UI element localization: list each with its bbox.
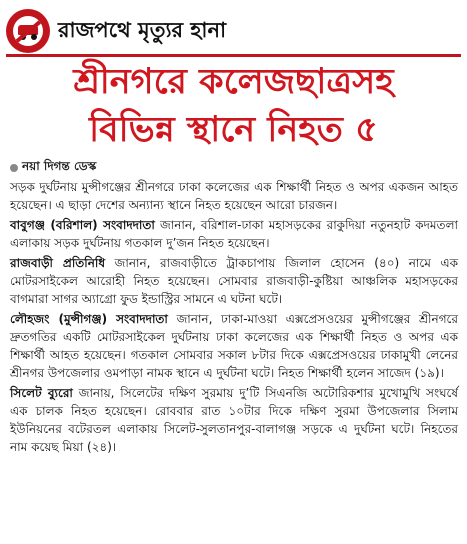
headline-line-1: শ্রীনগরে কলেজছাত্রসহ	[73, 62, 394, 102]
section-title: রাজপথে মৃত্যুর হানা	[58, 17, 227, 42]
desk-label: নয়া দিগন্ত ডেস্ক	[22, 159, 97, 173]
paragraph: লৌহজং (মুন্সীগঞ্জ) সংবাদদাতা জানান, ঢাকা-মাওয়া এক্সপ্রেসওয়ের মুন্সীগঞ্জের শ্রীনগরে দ্রুতগতির একটি মোটরসাইকেল দুর্ঘটনায় ঢাকা কলেজের এক শিক্ষার্থী নিহত ও অপর এক শিক্ষার্থী আহত হয়েছেন। গতকাল সোমবার সকাল ৮টার দিকে এক্সপ্রেসওয়ের ঢাকামুখী লেনের শ্রীনগর উপজেলার ওমপাড়া নামক স্থানে এ দুর্ঘটনা ঘটে। নিহত শিক্ষার্থী হলেন সাজেদ (১৯)।	[10, 312, 458, 380]
paragraph: বাবুগঞ্জ (বরিশাল) সংবাদদাতা জানান, বরিশাল-ঢাকা মহাসড়কের রাকুদিয়া নতুনহাট কদমতলা এলাকায় সড়ক দুর্ঘটনায় গতকাল দু’জন নিহত হয়েছেন।	[10, 218, 458, 250]
paragraph: সড়ক দুর্ঘটনায় মুন্সীগঞ্জের শ্রীনগরে ঢাকা কলেজের এক শিক্ষার্থী নিহত ও অপর একজন আহত হয়েছেন। এ ছাড়া দেশের অন্যান্য স্থানে নিহত হয়েছেন আরো চারজন।	[10, 180, 458, 212]
paragraph: রাজবাড়ী প্রতিনিধি জানান, রাজবাড়ীতে ট্রাকচাপায় জিলাল হোসেন (৪০) নামে এক মোটরসাইকেল আরোহী নিহত হয়েছেন। সোমবার রাজবাড়ী-কুষ্টিয়া আঞ্চলিক মহাসড়কের বাগমারা সাগর অ্যাগ্রো ফুড ইন্ডাস্ট্রির সামনে এ ঘটনা ঘটে।	[10, 256, 458, 306]
headline-line-2: বিভিন্ন স্থানে নিহত ৫	[89, 110, 378, 150]
paragraph: সিলেট ব্যুরো জানায়, সিলেটের দক্ষিণ সুরমায় দু’টি সিএনজি অটোরিকশার মুখোমুখি সংঘর্ষে এক চালক নিহত হয়েছেন। রোববার রাত ১০টার দিকে দক্ষিণ সুরমা উপজেলার সিলাম ইউনিয়নের বটেরতল এলাকায় সিলেট-সুলতানপুর-বালাগঞ্জ সড়কে এ দুর্ঘটনা ঘটে। নিহতের নাম কয়েছ মিয়া (২৪)।	[10, 386, 458, 454]
reporter-label: বাবুগঞ্জ (বরিশাল) সংবাদদাতা	[10, 218, 155, 232]
no-car-icon	[6, 9, 50, 53]
article-body	[10, 178, 458, 458]
section-header	[6, 8, 461, 57]
bullet-icon	[10, 164, 18, 172]
reporter-label: সিলেট ব্যুরো	[10, 386, 73, 400]
reporter-label: রাজবাড়ী প্রতিনিধি	[10, 256, 106, 270]
reporter-label: লৌহজং (মুন্সীগঞ্জ) সংবাদদাতা	[10, 312, 168, 326]
byline	[10, 158, 96, 178]
